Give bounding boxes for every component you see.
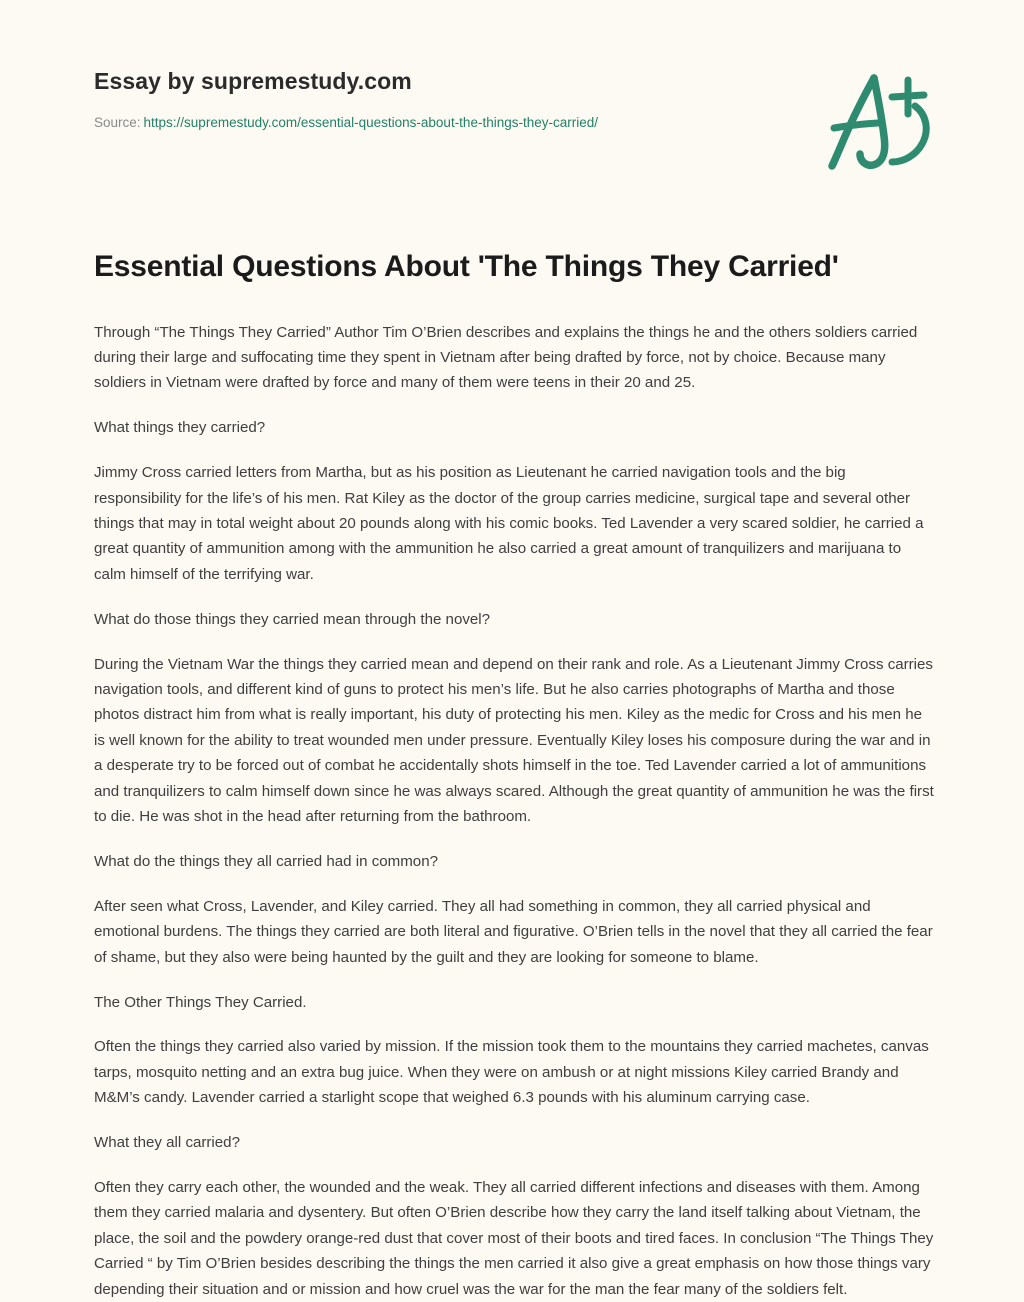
source-line: [94, 115, 794, 131]
question-meaning: What do those things they carried mean through the novel?: [94, 610, 491, 628]
paragraph-other-things: Often the things they carried also varied by mission. If the mission took them to the mountains they carried machetes, canvas tarps, mosquito netting and an extra bug juice. When they were on ambush or at night missions Kiley carried Brandy and M&M’s candy. Lavender carried a starlight scope that weighed 6.3 pounds with his aluminum carrying case.: [94, 1038, 929, 1107]
paragraph-in-common: After seen what Cross, Lavender, and Kiley carried. They all had something in common, they all carried physical and emotional burdens. The things they carried are both literal and figurative. O’Brien tells in the novel that they all carried the fear of shame, but they also were being haunted by the guilt and they are looking for someone to blame.: [94, 897, 933, 966]
question-all-carried: What they all carried?: [94, 1134, 240, 1152]
question-what-things: What things they carried?: [94, 419, 266, 437]
paragraph-what-things: Jimmy Cross carried letters from Martha, but as his position as Lieutenant he carried navigation tools and the big responsibility for the life’s of his men. Rat Kiley as the doctor of the group carries medicine, surgical tape and several other things that may in total weight about 20 pounds along with his comic books. Ted Lavender a very scared soldier, he carried a great quantity of ammunition among with the ammunition he also carried a great amount of tranquilizers and marijuana to calm himself of the terrifying war.: [94, 464, 924, 583]
question-in-common: What do the things they all carried had in common?: [94, 852, 438, 870]
page-title: Essential Questions About 'The Things They Carried': [94, 250, 839, 283]
source-url-link[interactable]: https://supremestudy.com/essential-questions-about-the-things-they-carried/: [143, 114, 598, 130]
paragraph-intro: Through “The Things They Carried” Author Tim O’Brien describes and explains the things he and the others soldiers carried during their large and suffocating time they spent in Vietnam after being drafted by force, not by choice. Because many soldiers in Vietnam were drafted by force and many of them were teens in their 20 and 25.: [94, 323, 918, 392]
brand-title: Essay by supremestudy.com: [94, 68, 412, 94]
paragraph-conclusion: Often they carry each other, the wounded and the weak. They all carried different infections and diseases with them. Among them they carried malaria and dysentery. But often O’Brien describe how they carry the land itself talking about Vietnam, the place, the soil and the powdery orange-red dust that cover most of their boots and tired faces. In conclusion “The Things They Carried “ by Tim O’Brien besides describing the things the men carried it also give a great emphasis on how those things vary depending their situation and or mission and how cruel was the war for the man the fear many of the soldiers felt.: [94, 1179, 934, 1298]
article-body: [94, 248, 936, 1302]
paragraph-meaning: During the Vietnam War the things they carried mean and depend on their rank and role. As a Lieutenant Jimmy Cross carries navigation tools, and different kind of guns to protect his men’s life. But he also carries photographs of Martha and those photos distract him from what is really important, his duty of protecting his men. Kiley as the medic for Cross and his men he is well known for the ability to treat wounded men under pressure. Eventually Kiley loses his composure during the war and in a desperate try to be forced out of combat he accidentally shots himself in the toe. Ted Lavender carried a lot of ammunitions and tranquilizers to calm himself down since he was always scared. Although the great quantity of ammunition he was the first to die. He was shot in the head after returning from the bathroom.: [94, 655, 934, 825]
a-plus-logo: [812, 70, 940, 172]
header-left-block: [94, 68, 794, 131]
page-header: [0, 0, 1024, 180]
heading-other-things: The Other Things They Carried.: [94, 993, 307, 1011]
source-label: Source:: [94, 114, 141, 130]
